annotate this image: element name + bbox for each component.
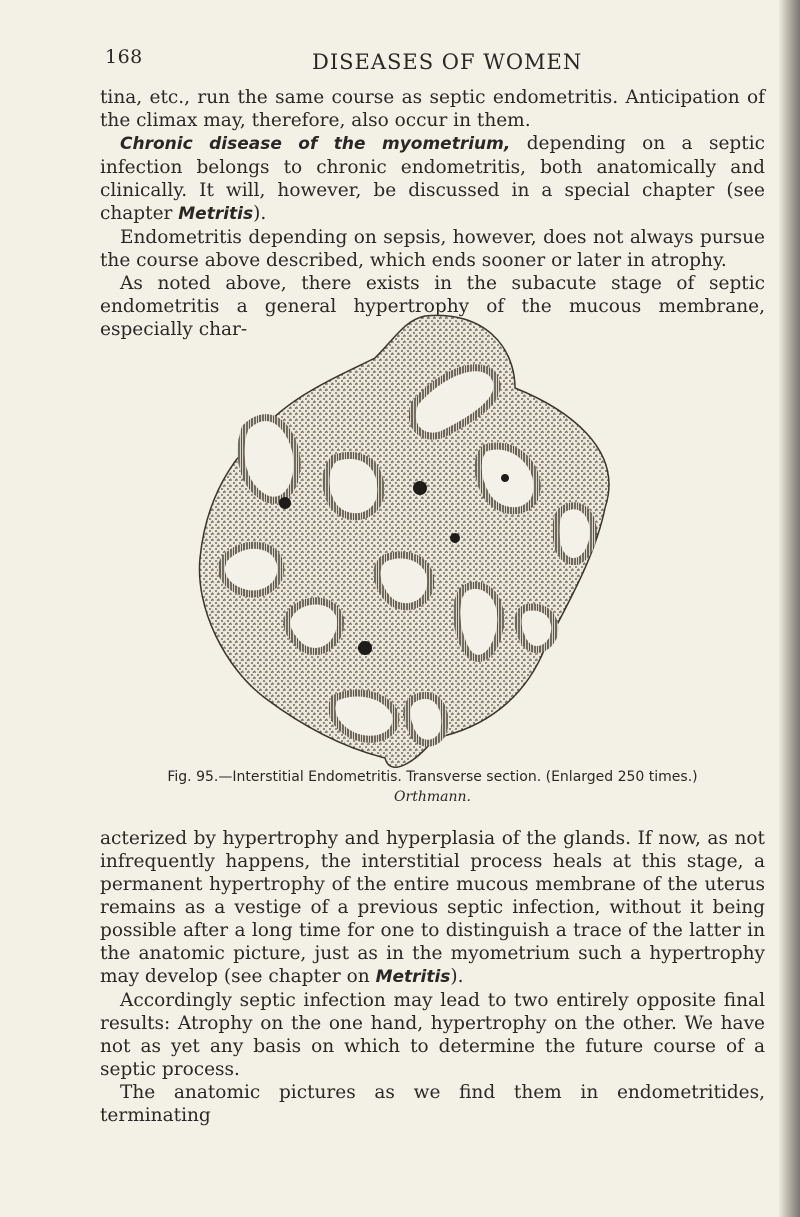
paragraph: tina, etc., run the same course as septic endometritis. Anticipation of the climax may, therefore, also occur in them. — [100, 87, 765, 131]
gland — [457, 585, 501, 658]
running-head: DISEASES OF WOMEN — [312, 50, 583, 74]
caption-text: Fig. 95.—Interstitial Endometritis. Transverse section. (Enlarged 250 times.) — [167, 769, 698, 785]
paragraph: Accordingly septic infection may lead to two entirely opposite final results: Atrophy on the one hand, hypertrophy on the other. We have not as yet any basis on which to determine the future course of a septic process. — [100, 990, 765, 1080]
paragraph — [100, 827, 765, 989]
paragraph-text: ). — [450, 966, 464, 987]
gland — [287, 601, 341, 651]
text-block-bottom — [100, 827, 765, 1127]
chapter-reference: Metritis — [178, 204, 254, 224]
paragraph — [100, 132, 765, 226]
gland — [221, 545, 280, 594]
gland — [241, 418, 297, 501]
emphasis-text: Chronic disease of the myometrium, — [120, 134, 511, 154]
vessel — [413, 481, 427, 495]
histology-illustration — [185, 308, 625, 778]
text-block-top — [100, 86, 765, 341]
caption-credit: Orthmann. — [394, 789, 471, 805]
gland — [556, 506, 593, 562]
gland — [518, 607, 555, 649]
chapter-reference: Metritis — [375, 967, 451, 987]
gland — [332, 693, 396, 739]
paragraph: As noted above, there exists in the subacute stage of septic endometritis a general hypertrophy of the mucous membrane, especially char- — [100, 273, 765, 340]
vessel — [279, 497, 291, 509]
figure-caption — [100, 767, 765, 807]
vessel — [450, 533, 460, 543]
tissue-section — [199, 315, 608, 767]
paragraph: Endometritis depending on sepsis, however, does not always pursue the course above described, which ends sooner or later in atrophy. — [100, 227, 765, 271]
paragraph-text: ). — [253, 203, 267, 224]
paragraph-text: acterized by hypertrophy and hyperplasia of the glands. If now, as not infrequently happens, the interstitial process heals at this stage, a permanent hypertrophy of the entire mucous membrane of the uterus remains as a vestige of a previous septic infection, without it being possible after a long time for one to distinguish a trace of the latter in the anatomic picture, just as in the myometrium such a hypertrophy may develop (see chapter on — [100, 828, 765, 987]
paragraph-text: depending on a septic infection belongs to chronic endometritis, both anatomically and clinically. It will, however, be discussed in a special chapter (see chapter — [100, 133, 765, 224]
vessel — [358, 641, 372, 655]
vessel — [501, 474, 509, 482]
histology-figure — [185, 308, 625, 778]
gland — [326, 455, 381, 516]
paragraph: The anatomic pictures as we find them in endometritides, terminating — [100, 1082, 765, 1126]
gland — [407, 695, 445, 743]
gland — [377, 555, 431, 607]
page-edge-shadow — [778, 0, 800, 1217]
page-number: 168 — [105, 46, 143, 68]
